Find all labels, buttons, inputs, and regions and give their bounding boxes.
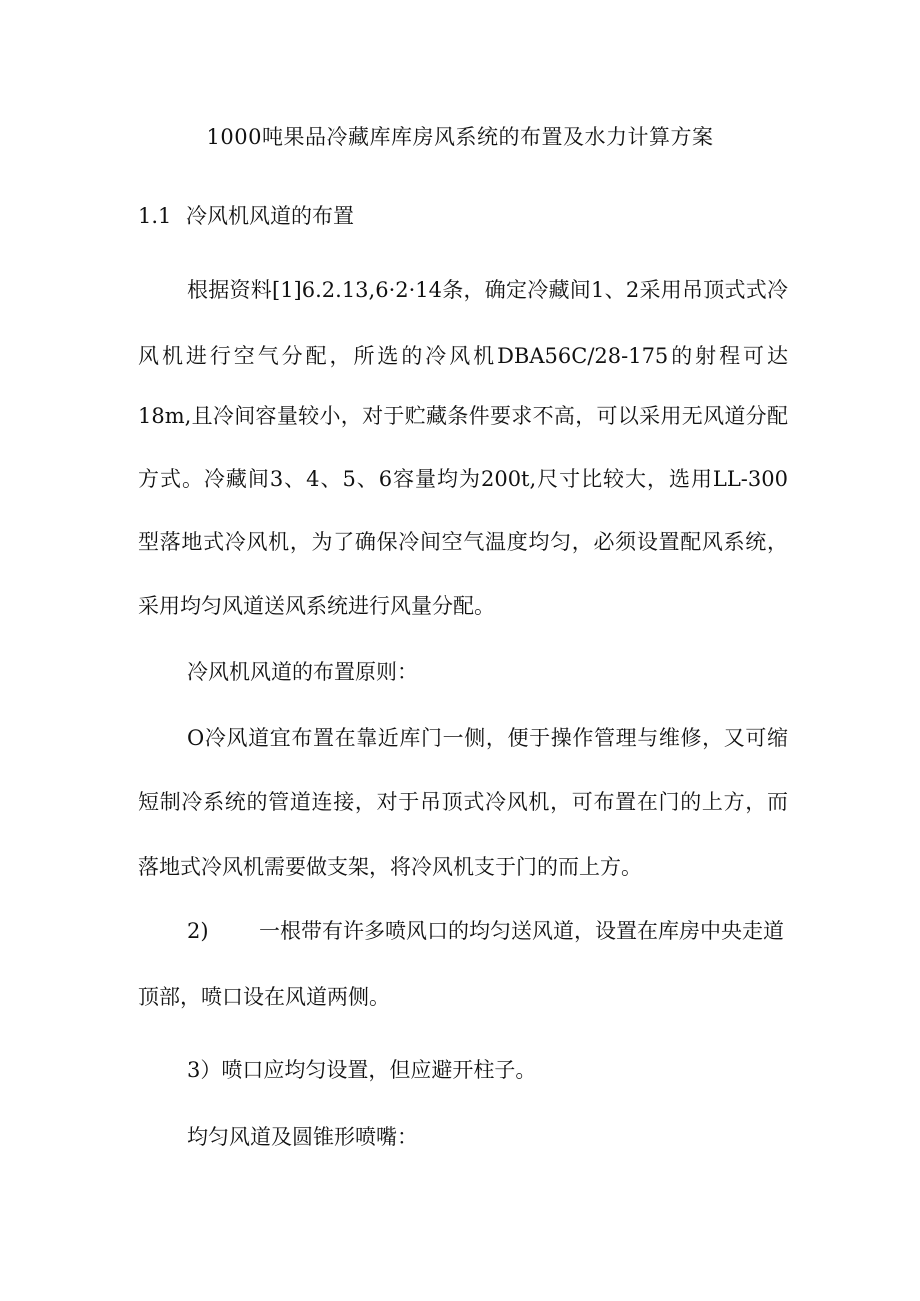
list-item-2-number: 2) (187, 919, 209, 943)
list-item-2-text: 一根带有许多喷风口的均匀送风道，设置在库房中央走道 (259, 919, 784, 943)
list-item-1-line: O冷风道宜布置在靠近库门一侧，便于操作管理与维修，又可缩 (187, 726, 788, 750)
list-item-1-line: 短制冷系统的管道连接，对于吊顶式冷风机，可布置在门的上方，而 (138, 790, 788, 814)
paragraph-line: 根据资料[1]6.2.13,6·2·14条，确定冷藏间1、2采用吊顶式式冷 (187, 278, 788, 302)
paragraph-line: 型落地式冷风机，为了确保冷间空气温度均匀，必须设置配风系统， (138, 530, 788, 554)
paragraph-line: 18m,且冷间容量较小，对于贮藏条件要求不高，可以采用无风道分配 (138, 404, 788, 428)
list-item-1-line: 落地式冷风机需要做支架，将冷风机支于门的而上方。 (138, 855, 642, 879)
list-item-2-line: 顶部，喷口设在风道两侧。 (138, 985, 390, 1009)
list-item-3: 3）喷口应均匀设置，但应避开柱子。 (187, 1058, 537, 1082)
principles-heading: 冷风机风道的布置原则： (187, 660, 418, 684)
document-title: 1000吨果品冷藏库库房风系统的布置及水力计算方案 (206, 125, 714, 149)
paragraph-line: 采用均匀风道送风系统进行风量分配。 (138, 594, 495, 618)
section-number: 1.1 (138, 204, 172, 228)
section-heading (138, 199, 354, 233)
paragraph-line: 方式。冷藏间3、4、5、6容量均为200t,尺寸比较大，选用LL-300 (138, 467, 788, 491)
section-heading-text: 冷风机风道的布置 (186, 204, 354, 228)
paragraph-line: 风机进行空气分配，所选的冷风机DBA56C/28-175的射程可达 (138, 344, 788, 368)
list-item-2 (187, 914, 788, 948)
closing-heading: 均匀风道及圆锥形喷嘴： (187, 1125, 418, 1149)
